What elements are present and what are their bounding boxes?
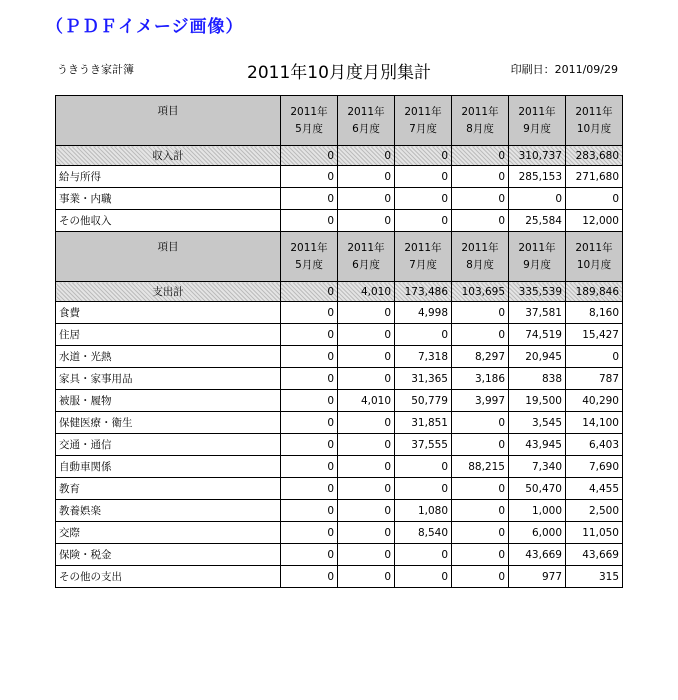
amount-cell: 0 [338,566,395,588]
month-column-header [566,232,623,282]
category-label: 保険・税金 [56,544,281,566]
amount-cell: 0 [281,210,338,232]
month-column-header [452,232,509,282]
category-label: 住居 [56,324,281,346]
amount-cell: 1,080 [395,500,452,522]
total-value: 0 [281,146,338,166]
table-row [56,368,623,390]
month-header-year: 2011年 [290,105,328,118]
month-header-year: 2011年 [461,241,499,254]
amount-cell: 0 [281,522,338,544]
income-total-row [56,146,623,166]
amount-cell: 7,318 [395,346,452,368]
amount-cell: 0 [452,324,509,346]
month-column-header [452,96,509,146]
amount-cell: 0 [452,188,509,210]
month-header-month: 7月度 [409,122,437,135]
amount-cell: 0 [395,544,452,566]
total-value: 103,695 [452,282,509,302]
table-row [56,412,623,434]
amount-cell: 0 [338,544,395,566]
amount-cell: 3,186 [452,368,509,390]
month-header-year: 2011年 [404,105,442,118]
month-header-year: 2011年 [347,105,385,118]
amount-cell: 0 [395,478,452,500]
month-header-month: 10月度 [576,258,612,271]
month-column-header [395,96,452,146]
category-label: 自動車関係 [56,456,281,478]
monthly-summary-table [55,95,623,588]
amount-cell: 8,540 [395,522,452,544]
month-header-year: 2011年 [518,105,556,118]
total-value: 4,010 [338,282,395,302]
amount-cell: 0 [281,478,338,500]
amount-cell: 4,998 [395,302,452,324]
table-row [56,478,623,500]
total-label: 支出計 [56,282,281,302]
amount-cell: 50,779 [395,390,452,412]
amount-cell: 0 [395,566,452,588]
total-value: 0 [395,146,452,166]
category-label: 教育 [56,478,281,500]
amount-cell: 0 [452,434,509,456]
amount-cell: 0 [338,324,395,346]
amount-cell: 0 [281,188,338,210]
amount-cell: 0 [338,188,395,210]
month-column-header [281,96,338,146]
month-column-header [281,232,338,282]
amount-cell: 0 [452,166,509,188]
amount-cell: 3,545 [509,412,566,434]
amount-cell: 0 [452,302,509,324]
amount-cell: 31,365 [395,368,452,390]
amount-cell: 0 [281,456,338,478]
month-header-month: 8月度 [466,122,494,135]
expense-header-row [56,232,623,282]
item-column-header: 項目 [56,232,281,282]
table-body [56,96,623,588]
total-value: 0 [452,146,509,166]
amount-cell: 12,000 [566,210,623,232]
month-header-month: 6月度 [352,122,380,135]
month-column-header [509,96,566,146]
total-label: 収入計 [56,146,281,166]
category-label: 家具・家事用品 [56,368,281,390]
category-label: 事業・内職 [56,188,281,210]
amount-cell: 0 [395,456,452,478]
amount-cell: 1,000 [509,500,566,522]
month-header-month: 9月度 [523,122,551,135]
total-value: 189,846 [566,282,623,302]
amount-cell: 31,851 [395,412,452,434]
category-label: 保健医療・衛生 [56,412,281,434]
category-label: 食費 [56,302,281,324]
report-title: 2011年10月度月別集計 [247,63,431,83]
amount-cell: 8,160 [566,302,623,324]
month-header-month: 7月度 [409,258,437,271]
category-label: 交通・通信 [56,434,281,456]
amount-cell: 37,555 [395,434,452,456]
month-header-year: 2011年 [575,241,613,254]
amount-cell: 43,669 [566,544,623,566]
amount-cell: 4,455 [566,478,623,500]
amount-cell: 0 [338,500,395,522]
amount-cell: 838 [509,368,566,390]
amount-cell: 0 [281,390,338,412]
month-column-header [338,232,395,282]
table-row [56,346,623,368]
amount-cell: 0 [281,346,338,368]
category-label: 給与所得 [56,166,281,188]
amount-cell: 0 [338,412,395,434]
month-header-month: 5月度 [295,122,323,135]
total-value: 0 [338,146,395,166]
amount-cell: 88,215 [452,456,509,478]
amount-cell: 37,581 [509,302,566,324]
table-row [56,566,623,588]
month-header-year: 2011年 [404,241,442,254]
amount-cell: 0 [281,434,338,456]
table-row [56,500,623,522]
amount-cell: 25,584 [509,210,566,232]
amount-cell: 0 [395,188,452,210]
amount-cell: 0 [395,324,452,346]
amount-cell: 0 [395,166,452,188]
amount-cell: 0 [281,412,338,434]
amount-cell: 0 [452,412,509,434]
amount-cell: 0 [566,346,623,368]
total-value: 173,486 [395,282,452,302]
amount-cell: 0 [338,478,395,500]
amount-cell: 0 [566,188,623,210]
month-header-month: 9月度 [523,258,551,271]
table-row [56,324,623,346]
table-row [56,166,623,188]
print-date: 印刷日：2011/09/29 [510,63,618,76]
amount-cell: 787 [566,368,623,390]
amount-cell: 74,519 [509,324,566,346]
amount-cell: 0 [338,210,395,232]
amount-cell: 0 [452,478,509,500]
amount-cell: 50,470 [509,478,566,500]
month-header-year: 2011年 [575,105,613,118]
amount-cell: 7,340 [509,456,566,478]
total-value: 0 [281,282,338,302]
amount-cell: 11,050 [566,522,623,544]
category-label: 教養娯楽 [56,500,281,522]
month-header-year: 2011年 [290,241,328,254]
category-label: 被服・履物 [56,390,281,412]
amount-cell: 43,945 [509,434,566,456]
amount-cell: 0 [338,166,395,188]
table-row [56,544,623,566]
pdf-image-label: （ＰＤＦイメージ画像） [46,17,244,37]
amount-cell: 0 [338,434,395,456]
amount-cell: 285,153 [509,166,566,188]
amount-cell: 315 [566,566,623,588]
app-name: うきうき家計簿 [57,63,134,76]
amount-cell: 7,690 [566,456,623,478]
amount-cell: 0 [338,346,395,368]
month-header-year: 2011年 [518,241,556,254]
amount-cell: 6,403 [566,434,623,456]
amount-cell: 271,680 [566,166,623,188]
amount-cell: 0 [281,324,338,346]
table-row [56,390,623,412]
amount-cell: 0 [338,522,395,544]
month-header-month: 8月度 [466,258,494,271]
amount-cell: 0 [338,368,395,390]
month-header-year: 2011年 [461,105,499,118]
month-header-year: 2011年 [347,241,385,254]
amount-cell: 0 [452,522,509,544]
amount-cell: 0 [281,368,338,390]
month-column-header [509,232,566,282]
amount-cell: 0 [338,302,395,324]
amount-cell: 977 [509,566,566,588]
total-value: 283,680 [566,146,623,166]
table-row [56,434,623,456]
amount-cell: 2,500 [566,500,623,522]
income-header-row [56,96,623,146]
amount-cell: 14,100 [566,412,623,434]
amount-cell: 0 [395,210,452,232]
amount-cell: 0 [452,210,509,232]
category-label: 交際 [56,522,281,544]
amount-cell: 4,010 [338,390,395,412]
amount-cell: 43,669 [509,544,566,566]
table-row [56,456,623,478]
amount-cell: 0 [452,566,509,588]
month-header-month: 6月度 [352,258,380,271]
month-header-month: 5月度 [295,258,323,271]
amount-cell: 0 [281,544,338,566]
category-label: 水道・光熱 [56,346,281,368]
amount-cell: 40,290 [566,390,623,412]
category-label: その他収入 [56,210,281,232]
amount-cell: 6,000 [509,522,566,544]
month-column-header [395,232,452,282]
item-column-header: 項目 [56,96,281,146]
amount-cell: 0 [281,566,338,588]
amount-cell: 0 [281,302,338,324]
category-label: その他の支出 [56,566,281,588]
expense-total-row [56,282,623,302]
amount-cell: 15,427 [566,324,623,346]
amount-cell: 0 [338,456,395,478]
amount-cell: 3,997 [452,390,509,412]
amount-cell: 20,945 [509,346,566,368]
amount-cell: 0 [509,188,566,210]
table-row [56,188,623,210]
amount-cell: 0 [452,544,509,566]
month-column-header [338,96,395,146]
amount-cell: 0 [281,166,338,188]
total-value: 335,539 [509,282,566,302]
amount-cell: 19,500 [509,390,566,412]
amount-cell: 0 [281,500,338,522]
month-column-header [566,96,623,146]
total-value: 310,737 [509,146,566,166]
amount-cell: 0 [452,500,509,522]
amount-cell: 8,297 [452,346,509,368]
month-header-month: 10月度 [576,122,612,135]
table-row [56,522,623,544]
table-row [56,210,623,232]
table-row [56,302,623,324]
